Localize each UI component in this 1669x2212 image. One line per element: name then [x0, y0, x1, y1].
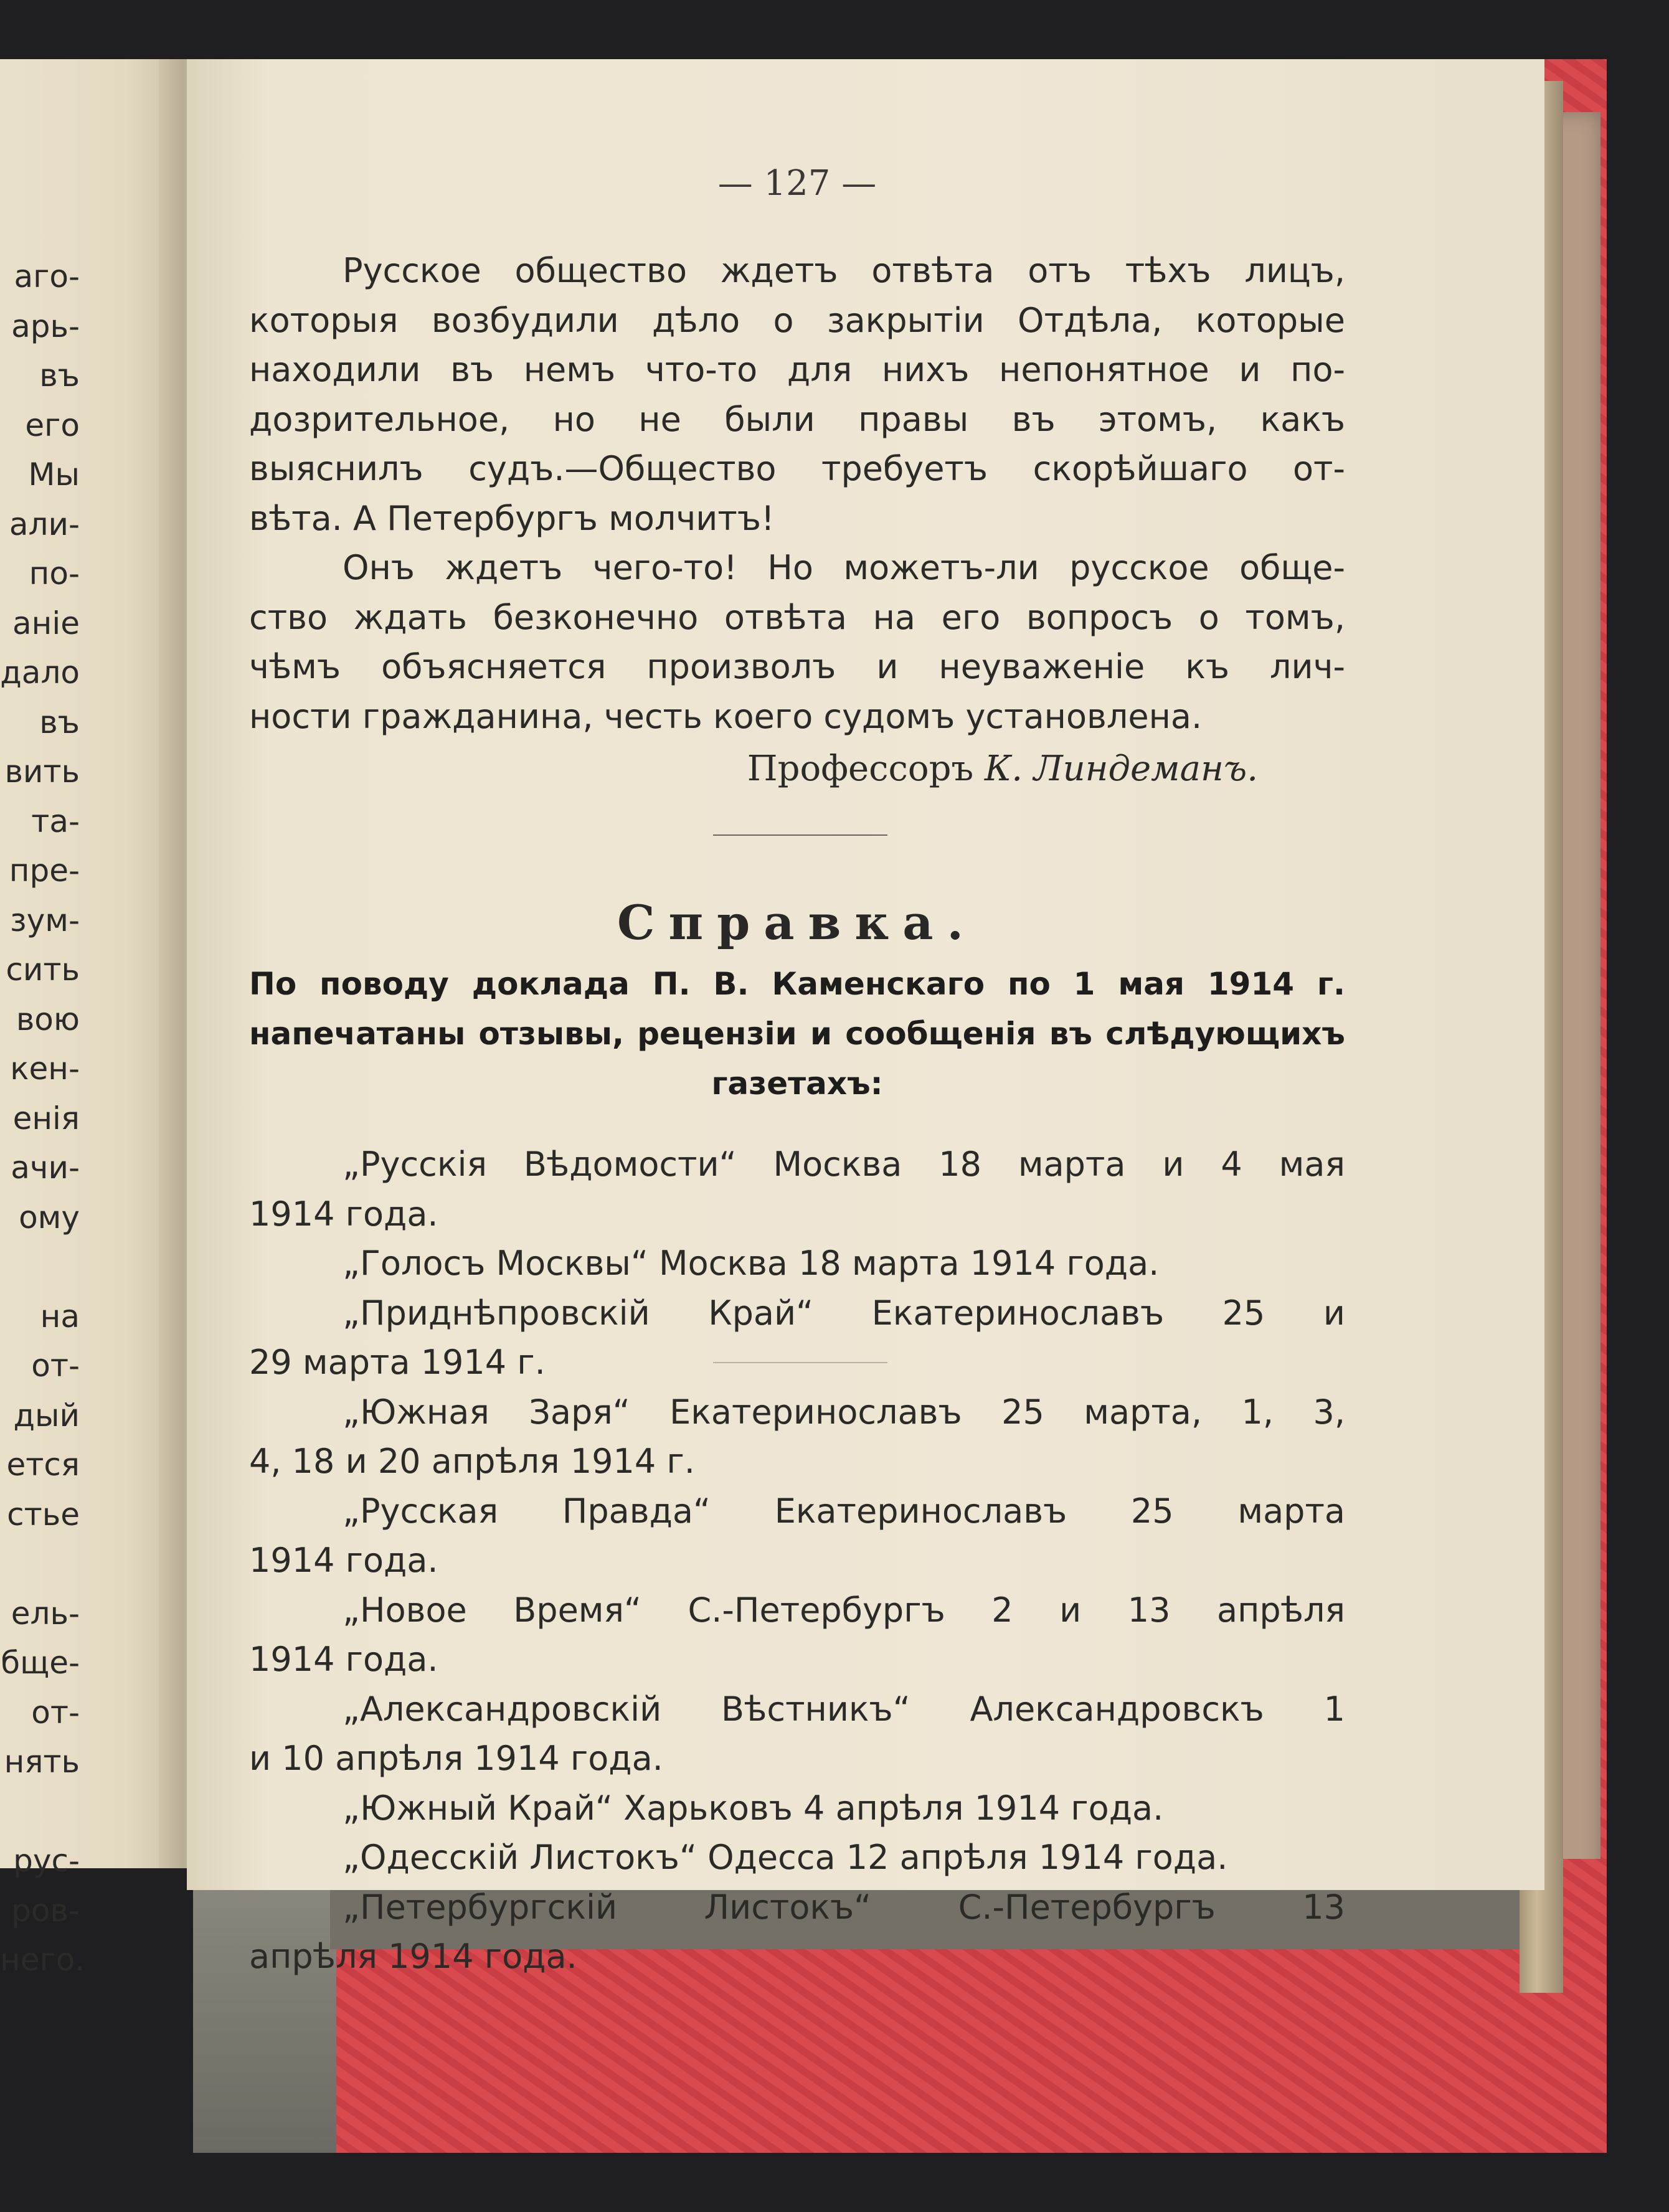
newspaper-line: „Одесскій Листокъ“ Одесса 12 апрѣля 1914 года.	[343, 1838, 1228, 1877]
left-page-fragment: кен-	[10, 1051, 80, 1087]
newspaper-entry	[249, 1288, 1345, 1387]
left-page-fragment: дало	[0, 655, 80, 691]
newspaper-line: „Петербургскій Листокъ“ С.-Петербургъ 13	[343, 1887, 1345, 1927]
text-line: которыя возбудили дѣло о закрытіи Отдѣла, которые	[249, 300, 1345, 340]
left-page-fragment: аго-	[14, 258, 80, 295]
text-line: находили въ немъ что-то для нихъ непонятное и по-	[249, 350, 1345, 389]
intro-line: газетахъ:	[711, 1066, 883, 1102]
left-page-fragment: Мы	[28, 456, 80, 493]
page-number: — 127 —	[717, 163, 877, 204]
left-page-fragment: енія	[12, 1100, 80, 1137]
section-heading: Справка.	[617, 895, 977, 950]
text-line: ности гражданина, честь коего судомъ установлена.	[249, 696, 1203, 736]
left-page-fragment: бще-	[1, 1645, 80, 1681]
left-page-fragment: аніе	[12, 605, 80, 641]
left-page-fragment: ров-	[11, 1892, 80, 1929]
newspaper-line: „Русскія Вѣдомости“ Москва 18 марта и 4 мая	[343, 1145, 1345, 1184]
newspaper-entry	[249, 1486, 1345, 1586]
text-line: вѣта. А Петербургъ молчитъ!	[249, 498, 775, 538]
left-page-fragment: его	[25, 407, 80, 443]
newspaper-line: 1914 года.	[249, 1541, 438, 1580]
newspaper-entry	[249, 1239, 1345, 1288]
newspaper-line: „Голосъ Москвы“ Москва 18 марта 1914 года.	[343, 1244, 1160, 1283]
newspaper-entry	[249, 1833, 1345, 1883]
left-page-fragment: от-	[31, 1348, 80, 1384]
text-line: ство ждать безконечно отвѣта на его вопросъ о томъ,	[249, 597, 1345, 637]
newspaper-line: 1914 года.	[249, 1194, 438, 1234]
text-line: Онъ ждетъ чего-то! Но можетъ-ли русское обще-	[343, 548, 1345, 587]
newspaper-line: „Новое Время“ С.-Петербургъ 2 и 13 апрѣля	[343, 1590, 1345, 1630]
paragraph-2	[249, 543, 1345, 741]
text-line: выяснилъ судъ.—Общество требуетъ скорѣйшаго от-	[249, 449, 1345, 488]
newspaper-line: „Приднѣпровскій Край“ Екатеринославъ 25 и	[343, 1293, 1345, 1333]
bleed-through-rule	[713, 1362, 887, 1363]
left-page-fragment: ель-	[11, 1595, 80, 1632]
left-page-fragment: рус-	[13, 1843, 80, 1879]
left-page-fragment: от-	[31, 1694, 80, 1731]
signature-title: Профессоръ	[747, 749, 974, 789]
signature	[249, 744, 1258, 794]
left-page-fragment	[0, 1787, 80, 1837]
paragraph-1	[249, 246, 1345, 543]
left-page-fragment: али-	[9, 506, 80, 542]
newspaper-entry	[249, 1784, 1345, 1833]
newspaper-entry	[249, 1387, 1345, 1486]
separator-rule	[713, 834, 887, 836]
newspaper-entry	[249, 1586, 1345, 1685]
left-page-fragment: въ	[39, 704, 80, 740]
intro-line: напечатаны отзывы, рецензіи и сообщенія въ слѣдующихъ	[249, 1016, 1345, 1052]
left-page-fragment: по-	[29, 555, 80, 592]
left-page-fragment: вить	[4, 754, 80, 790]
left-page-fragment: сить	[6, 952, 80, 988]
left-page-fragment: пре-	[9, 853, 80, 889]
newspaper-entry	[249, 1883, 1345, 1982]
left-page-fragment: дый	[13, 1397, 80, 1434]
left-page-fragment: зум-	[10, 902, 80, 938]
newspaper-line: и 10 апрѣля 1914 года.	[249, 1739, 663, 1778]
text-line: чѣмъ объясняется произволъ и неуваженіе къ лич-	[249, 647, 1345, 686]
signature-name: К. Линдеманъ.	[984, 749, 1258, 789]
left-page-fragments	[0, 252, 85, 1985]
newspaper-line: „Южный Край“ Харьковъ 4 апрѣля 1914 года.	[343, 1788, 1164, 1828]
intro-line: По поводу доклада П. В. Каменскаго по 1 мая 1914 г.	[249, 966, 1345, 1002]
newspaper-line: „Южная Заря“ Екатеринославъ 25 марта, 1, 3,	[343, 1392, 1345, 1432]
newspaper-line: 29 марта 1914 г.	[249, 1343, 546, 1382]
intro-paragraph	[249, 959, 1345, 1108]
newspaper-line: 4, 18 и 20 апрѣля 1914 г.	[249, 1442, 695, 1481]
left-page-fragment: него.	[0, 1942, 85, 1978]
newspaper-line: „Русская Правда“ Екатеринославъ 25 марта	[343, 1491, 1345, 1531]
newspaper-line: апрѣля 1914 года.	[249, 1937, 577, 1976]
left-page-fragment: ется	[6, 1447, 80, 1483]
left-page-fragment: вою	[16, 1001, 80, 1037]
newspaper-line: „Александровскій Вѣстникъ“ Александровскъ 1	[343, 1689, 1345, 1729]
newspaper-entry	[249, 1685, 1345, 1784]
left-page-fragment: та-	[31, 803, 80, 839]
left-page-fragment: ачи-	[11, 1150, 80, 1186]
newspaper-line: 1914 года.	[249, 1640, 438, 1679]
newspaper-entry	[249, 1140, 1345, 1239]
left-page-fragment: арь-	[11, 308, 80, 344]
text-line: Русское общество ждетъ отвѣта отъ тѣхъ лицъ,	[343, 251, 1345, 290]
left-page-fragment: въ	[39, 357, 80, 394]
text-line: дозрительное, но не были правы въ этомъ, какъ	[249, 399, 1345, 439]
left-page-fragment: ому	[19, 1199, 80, 1236]
left-page-fragment: нять	[4, 1744, 80, 1780]
left-page-fragment	[0, 1539, 80, 1589]
left-page-fragment: стье	[7, 1496, 80, 1533]
newspaper-list	[249, 1140, 1345, 1982]
left-page-fragment: на	[40, 1298, 80, 1335]
left-page-fragment	[0, 1242, 80, 1292]
